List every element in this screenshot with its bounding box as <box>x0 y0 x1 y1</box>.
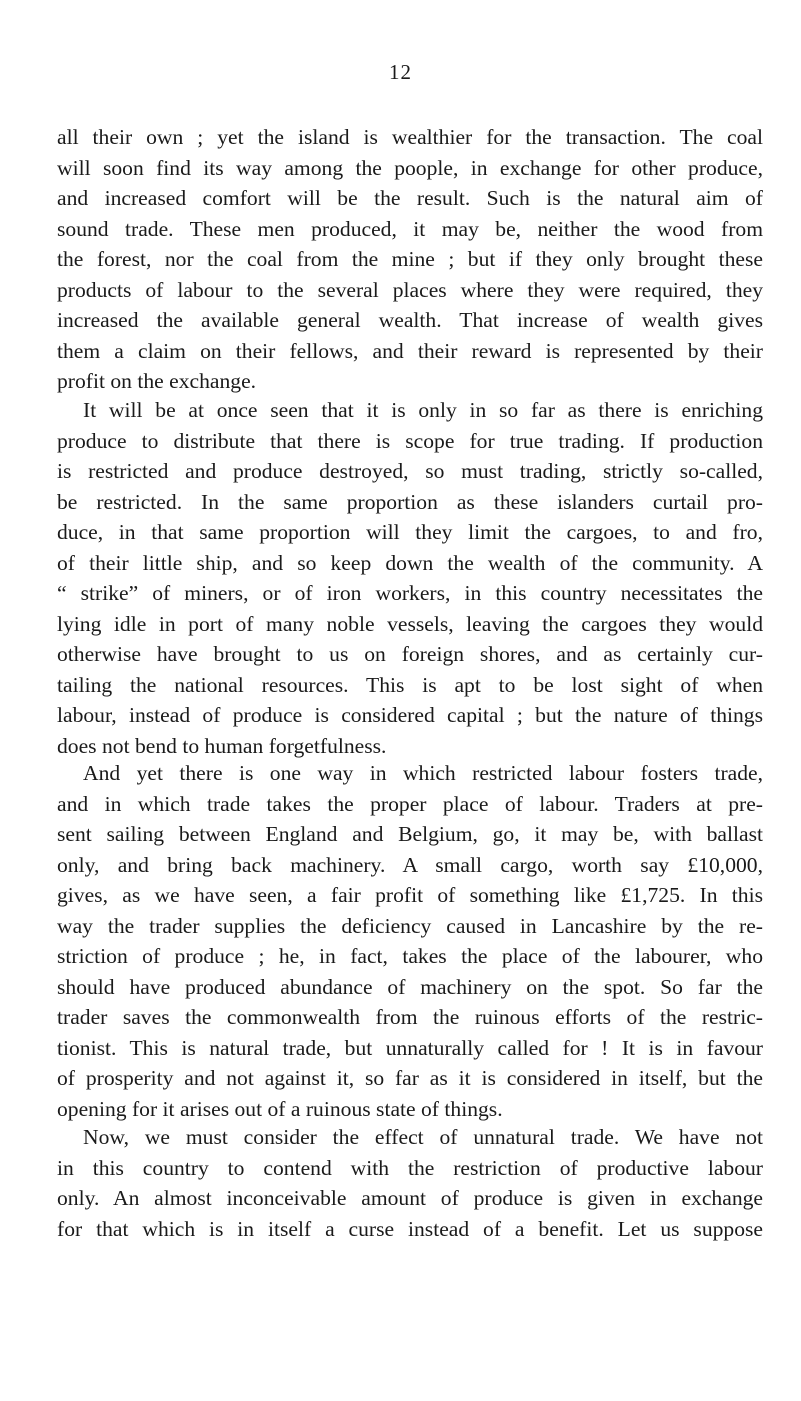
text-line: all their own ; yet the island is wealthier for the transaction. The coal <box>57 125 763 149</box>
paragraph-3 <box>57 758 763 1124</box>
text-line: opening for it arises out of a ruinous state of things. <box>57 1096 503 1121</box>
text-line: lying idle in port of many noble vessels, leaving the cargoes they would <box>57 611 763 636</box>
text-line: produce to distribute that there is scope for true trading. If production <box>57 428 763 453</box>
text-line: And yet there is one way in which restricted labour fosters trade, <box>83 761 763 785</box>
text-line: be restricted. In the same proportion as these islanders curtail pro- <box>57 489 763 514</box>
text-line: for that which is in itself a curse instead of a benefit. Let us suppose <box>57 1216 763 1241</box>
text-line: duce, in that same proportion will they limit the cargoes, to and fro, <box>57 520 763 544</box>
text-line: profit on the exchange. <box>57 369 257 393</box>
text-line: them a claim on their fellows, and their reward is represented by their <box>57 338 763 363</box>
text-line: labour, instead of produce is considered capital ; but the nature of things <box>57 703 763 727</box>
paragraph-1 <box>57 122 763 397</box>
text-line: and increased comfort will be the result. Such is the natural aim of <box>57 186 763 210</box>
text-line: It will be at once seen that it is only in so far as there is enriching <box>83 398 763 422</box>
text-line: otherwise have brought to us on foreign shores, and as certainly cur- <box>57 642 763 666</box>
text-line: sent sailing between England and Belgium, go, it may be, with ballast <box>57 822 763 846</box>
text-line: and in which trade takes the proper place of labour. Traders at pre- <box>57 791 763 816</box>
text-line: “ strike” of miners, or of iron workers, in this country necessitates the <box>57 581 763 605</box>
text-line: trader saves the commonwealth from the ruinous efforts of the restric- <box>57 1005 763 1029</box>
text-line: only, and bring back machinery. A small cargo, worth say £10,000, <box>57 852 763 877</box>
text-line: is restricted and produce destroyed, so must trading, strictly so-called, <box>57 459 763 483</box>
text-line: of prosperity and not against it, so far as it is considered in itself, but the <box>57 1066 763 1090</box>
paragraph-2 <box>57 395 763 761</box>
text-line: will soon find its way among the poople, in exchange for other produce, <box>57 155 763 180</box>
text-line: should have produced abundance of machinery on the spot. So far the <box>57 974 763 999</box>
text-line: way the trader supplies the deficiency caused in Lancashire by the re- <box>57 913 763 938</box>
paragraph-4 <box>57 1122 763 1244</box>
text-line: in this country to contend with the restriction of productive labour <box>57 1155 763 1180</box>
text-line: increased the available general wealth. That increase of wealth gives <box>57 308 763 332</box>
page-number: 12 <box>389 60 412 84</box>
text-line: Now, we must consider the effect of unnatural trade. We have not <box>83 1125 763 1149</box>
text-line: tailing the national resources. This is apt to be lost sight of when <box>57 672 763 697</box>
text-line: does not bend to human forgetfulness. <box>57 733 387 758</box>
text-line: sound trade. These men produced, it may be, neither the wood from <box>57 216 763 241</box>
text-line: products of labour to the several places where they were required, they <box>57 277 763 302</box>
text-line: tionist. This is natural trade, but unnaturally called for ! It is in favour <box>57 1035 763 1060</box>
text-line: only. An almost inconceivable amount of produce is given in exchange <box>57 1186 763 1210</box>
text-line: striction of produce ; he, in fact, takes the place of the labourer, who <box>57 944 763 968</box>
text-line: gives, as we have seen, a fair profit of something like £1,725. In this <box>57 883 763 907</box>
text-line: the forest, nor the coal from the mine ; but if they only brought these <box>57 247 763 271</box>
text-line: of their little ship, and so keep down the wealth of the community. A <box>57 550 763 575</box>
